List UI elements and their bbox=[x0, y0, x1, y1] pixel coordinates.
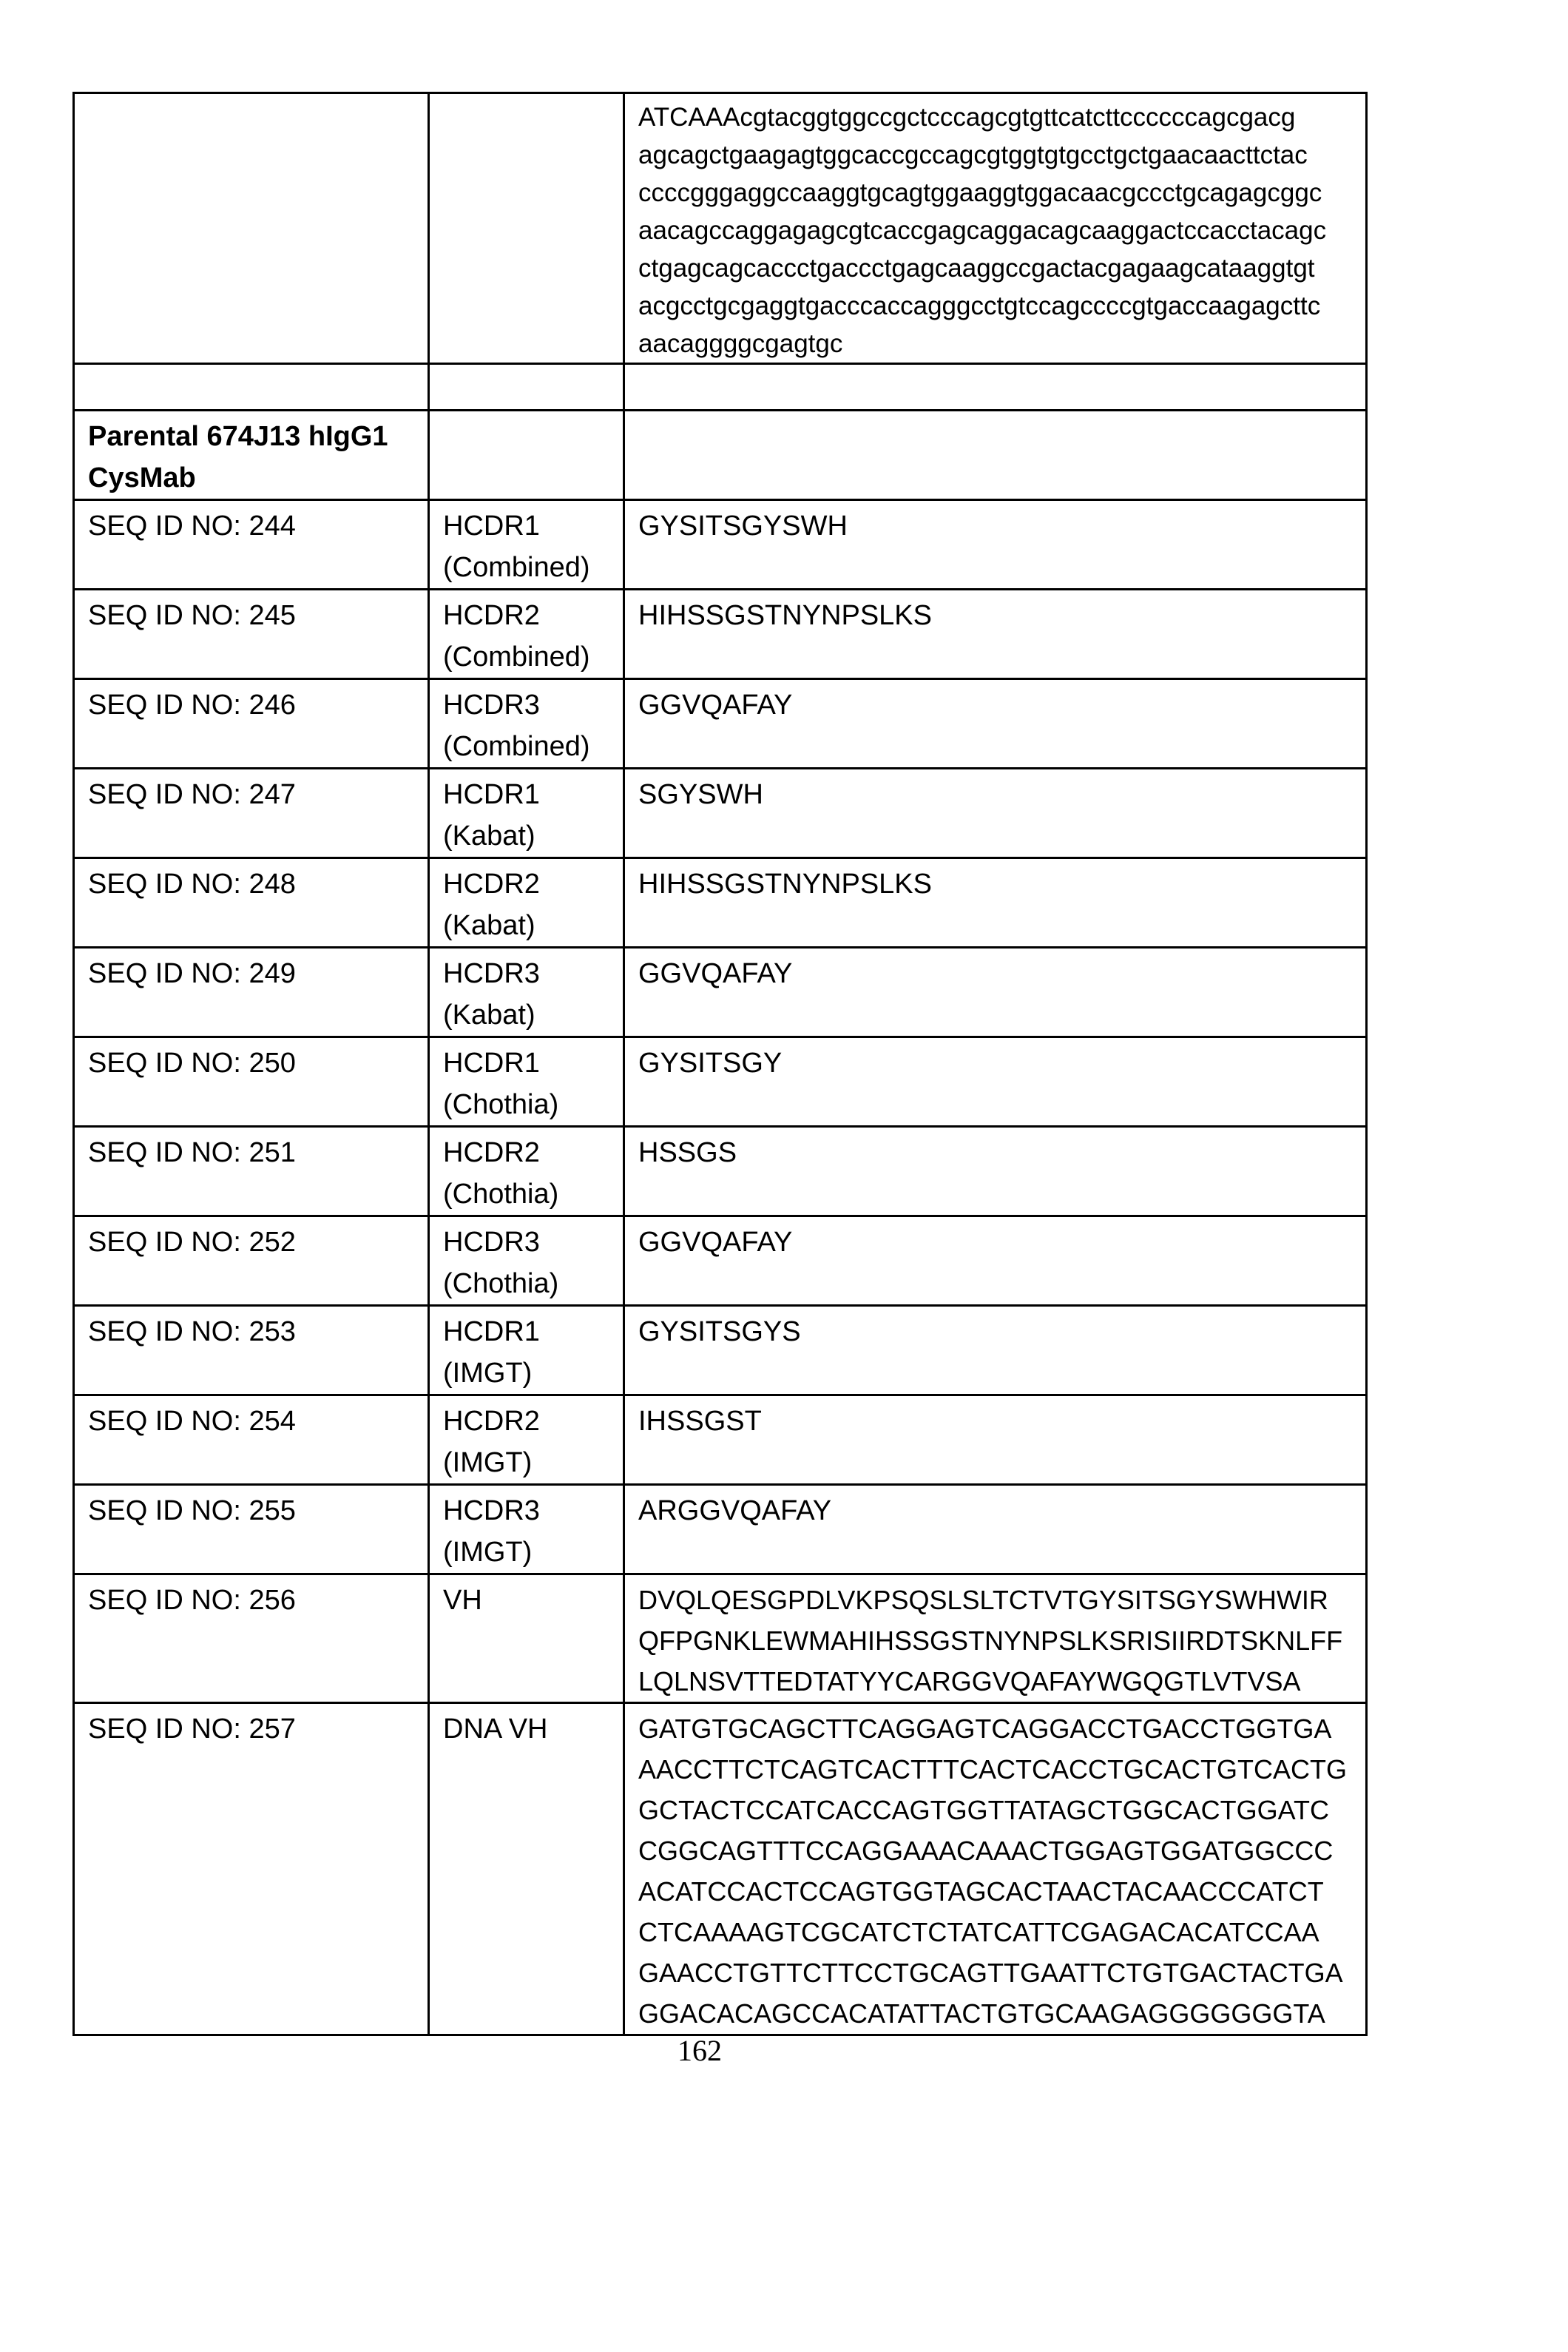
section-header-row bbox=[74, 411, 1367, 500]
region-cell bbox=[429, 769, 624, 858]
region-cell bbox=[429, 1703, 624, 2035]
seq-id-cell bbox=[74, 858, 429, 948]
seq-id: SEQ ID NO: 250 bbox=[88, 1042, 414, 1084]
region-label: HCDR2 bbox=[443, 1132, 609, 1173]
region-cell bbox=[429, 590, 624, 679]
sequence-cell bbox=[624, 1703, 1367, 2035]
region-label: HCDR2 bbox=[443, 1401, 609, 1442]
seq-id: SEQ ID NO: 245 bbox=[88, 595, 414, 636]
empty-cell bbox=[429, 364, 624, 411]
seq-id: SEQ ID NO: 244 bbox=[88, 505, 414, 547]
numbering-scheme: (IMGT) bbox=[443, 1442, 609, 1483]
region-cell bbox=[429, 1395, 624, 1485]
numbering-scheme: (Chothia) bbox=[443, 1263, 609, 1304]
seq-id-cell bbox=[74, 93, 429, 364]
seq-id: SEQ ID NO: 248 bbox=[88, 863, 414, 905]
region-label: HCDR3 bbox=[443, 1490, 609, 1532]
seq-id: SEQ ID NO: 255 bbox=[88, 1490, 414, 1532]
seq-id-cell bbox=[74, 1574, 429, 1703]
sequence: GGVQAFAY bbox=[638, 1222, 1352, 1263]
seq-id-cell bbox=[74, 1703, 429, 2035]
table-row bbox=[74, 500, 1367, 590]
seq-id: SEQ ID NO: 254 bbox=[88, 1401, 414, 1442]
seq-id: SEQ ID NO: 246 bbox=[88, 684, 414, 726]
region-label: HCDR3 bbox=[443, 953, 609, 994]
seq-id-cell bbox=[74, 590, 429, 679]
sequence-line: GCTACTCCATCACCAGTGGTTATAGCTGGCACTGGATC bbox=[638, 1790, 1352, 1830]
sequence: HSSGS bbox=[638, 1132, 1352, 1173]
sequence: GYSITSGY bbox=[638, 1042, 1352, 1084]
empty-cell bbox=[74, 364, 429, 411]
region-label: HCDR3 bbox=[443, 1222, 609, 1263]
seq-id: SEQ ID NO: 257 bbox=[88, 1708, 414, 1750]
table-row bbox=[74, 1485, 1367, 1574]
sequence: HIHSSGSTNYNPSLKS bbox=[638, 863, 1352, 905]
sequence-line: LQLNSVTTEDTATYYCARGGVQAFAYWGQGTLVTVSA bbox=[638, 1661, 1352, 1702]
region-label: HCDR1 bbox=[443, 1311, 609, 1352]
sequence-line: DVQLQESGPDLVKPSQSLSLTCTVTGYSITSGYSWHWIR bbox=[638, 1580, 1352, 1620]
region-label: VH bbox=[443, 1580, 609, 1621]
seq-id: SEQ ID NO: 249 bbox=[88, 953, 414, 994]
empty-cell bbox=[429, 411, 624, 500]
seq-id-cell bbox=[74, 1306, 429, 1395]
sequence: IHSSGST bbox=[638, 1401, 1352, 1442]
seq-id-cell bbox=[74, 679, 429, 769]
region-cell bbox=[429, 1485, 624, 1574]
region-cell bbox=[429, 500, 624, 590]
empty-row bbox=[74, 364, 1367, 411]
region-cell bbox=[429, 93, 624, 364]
table-row bbox=[74, 1127, 1367, 1216]
sequence-cell bbox=[624, 948, 1367, 1037]
region-cell bbox=[429, 1574, 624, 1703]
sequence-cell bbox=[624, 1395, 1367, 1485]
seq-id: SEQ ID NO: 252 bbox=[88, 1222, 414, 1263]
sequence-cell bbox=[624, 1306, 1367, 1395]
sequence-line: CGGCAGTTTCCAGGAAACAAACTGGAGTGGATGGCCC bbox=[638, 1830, 1352, 1871]
table-row bbox=[74, 1037, 1367, 1127]
sequence: GYSITSGYS bbox=[638, 1311, 1352, 1352]
region-cell bbox=[429, 679, 624, 769]
sequence-cell bbox=[624, 1485, 1367, 1574]
region-label: DNA VH bbox=[443, 1708, 609, 1750]
numbering-scheme: (Combined) bbox=[443, 547, 609, 588]
region-label: HCDR2 bbox=[443, 595, 609, 636]
page-number: 162 bbox=[0, 2033, 1399, 2068]
seq-id-cell bbox=[74, 1037, 429, 1127]
sequence-line: GAACCTGTTCTTCCTGCAGTTGAATTCTGTGACTACTGA bbox=[638, 1952, 1352, 1993]
sequence-line: ATCAAAcgtacggtggccgctcccagcgtgttcatcttccccccagcgacg bbox=[638, 98, 1352, 136]
table-row bbox=[74, 1306, 1367, 1395]
empty-cell bbox=[624, 364, 1367, 411]
section-header-line: Parental 674J13 hIgG1 bbox=[88, 416, 414, 457]
region-cell bbox=[429, 1037, 624, 1127]
sequence-line: ACATCCACTCCAGTGGTAGCACTAACTACAACCCATCT bbox=[638, 1871, 1352, 1912]
section-header bbox=[74, 411, 429, 500]
sequence-cell bbox=[624, 1037, 1367, 1127]
seq-id-cell bbox=[74, 1485, 429, 1574]
sequence: GYSITSGYSWH bbox=[638, 505, 1352, 547]
sequence-line: GATGTGCAGCTTCAGGAGTCAGGACCTGACCTGGTGA bbox=[638, 1708, 1352, 1749]
empty-cell bbox=[624, 411, 1367, 500]
region-cell bbox=[429, 1216, 624, 1306]
region-cell bbox=[429, 1306, 624, 1395]
seq-id-cell bbox=[74, 1395, 429, 1485]
region-label: HCDR1 bbox=[443, 774, 609, 815]
table-row bbox=[74, 590, 1367, 679]
sequence: GGVQAFAY bbox=[638, 684, 1352, 726]
region-label: HCDR1 bbox=[443, 505, 609, 547]
region-cell bbox=[429, 858, 624, 948]
sequence-line: QFPGNKLEWMAHIHSSGSTNYNPSLKSRISIIRDTSKNLFF bbox=[638, 1620, 1352, 1661]
sequence-cell bbox=[624, 1216, 1367, 1306]
region-label: HCDR1 bbox=[443, 1042, 609, 1084]
seq-id-cell bbox=[74, 500, 429, 590]
sequence-table bbox=[72, 92, 1368, 2036]
sequence-cell bbox=[624, 93, 1367, 364]
table-row bbox=[74, 858, 1367, 948]
numbering-scheme: (Chothia) bbox=[443, 1173, 609, 1215]
sequence: GGVQAFAY bbox=[638, 953, 1352, 994]
sequence-line: aacagccaggagagcgtcaccgagcaggacagcaaggactccacctacagc bbox=[638, 212, 1352, 249]
region-cell bbox=[429, 948, 624, 1037]
seq-id: SEQ ID NO: 256 bbox=[88, 1580, 414, 1621]
sequence-cell bbox=[624, 500, 1367, 590]
seq-id-cell bbox=[74, 1216, 429, 1306]
sequence-line: acgcctgcgaggtgacccaccagggcctgtccagccccgtgaccaagagcttc bbox=[638, 287, 1352, 325]
region-label: HCDR2 bbox=[443, 863, 609, 905]
sequence-line: agcagctgaagagtggcaccgccagcgtggtgtgcctgctgaacaacttctac bbox=[638, 136, 1352, 174]
sequence-line: CTCAAAAGTCGCATCTCTATCATTCGAGACACATCCAA bbox=[638, 1912, 1352, 1952]
sequence-cell bbox=[624, 590, 1367, 679]
sequence: HIHSSGSTNYNPSLKS bbox=[638, 595, 1352, 636]
table-row bbox=[74, 1216, 1367, 1306]
region-cell bbox=[429, 1127, 624, 1216]
numbering-scheme: (Chothia) bbox=[443, 1084, 609, 1125]
table-row bbox=[74, 679, 1367, 769]
seq-id: SEQ ID NO: 247 bbox=[88, 774, 414, 815]
sequence-line: aacaggggcgagtgc bbox=[638, 325, 1352, 363]
seq-id-cell bbox=[74, 948, 429, 1037]
sequence-cell bbox=[624, 769, 1367, 858]
sequence-line: ctgagcagcaccctgaccctgagcaaggccgactacgagaagcataaggtgt bbox=[638, 249, 1352, 287]
sequence-line: AACCTTCTCAGTCACTTTCACTCACCTGCACTGTCACTG bbox=[638, 1749, 1352, 1790]
sequence-line: GGACACAGCCACATATTACTGTGCAAGAGGGGGGGTA bbox=[638, 1993, 1352, 2034]
seq-id-cell bbox=[74, 1127, 429, 1216]
seq-id-cell bbox=[74, 769, 429, 858]
numbering-scheme: (IMGT) bbox=[443, 1352, 609, 1394]
table-row bbox=[74, 769, 1367, 858]
region-label: HCDR3 bbox=[443, 684, 609, 726]
section-header-line: CysMab bbox=[88, 457, 414, 499]
numbering-scheme: (Kabat) bbox=[443, 815, 609, 857]
numbering-scheme: (IMGT) bbox=[443, 1532, 609, 1573]
numbering-scheme: (Combined) bbox=[443, 636, 609, 678]
numbering-scheme: (Kabat) bbox=[443, 905, 609, 946]
table-row bbox=[74, 1703, 1367, 2035]
continuation-row bbox=[74, 93, 1367, 364]
sequence-line: ccccgggaggccaaggtgcagtggaaggtggacaacgccctgcagagcggc bbox=[638, 174, 1352, 212]
table-row bbox=[74, 1574, 1367, 1703]
sequence: ARGGVQAFAY bbox=[638, 1490, 1352, 1532]
table-row bbox=[74, 1395, 1367, 1485]
sequence-cell bbox=[624, 1127, 1367, 1216]
sequence-cell bbox=[624, 858, 1367, 948]
sequence: SGYSWH bbox=[638, 774, 1352, 815]
seq-id: SEQ ID NO: 251 bbox=[88, 1132, 414, 1173]
seq-id: SEQ ID NO: 253 bbox=[88, 1311, 414, 1352]
numbering-scheme: (Combined) bbox=[443, 726, 609, 767]
sequence-cell bbox=[624, 679, 1367, 769]
sequence-cell bbox=[624, 1574, 1367, 1703]
numbering-scheme: (Kabat) bbox=[443, 994, 609, 1036]
table-row bbox=[74, 948, 1367, 1037]
